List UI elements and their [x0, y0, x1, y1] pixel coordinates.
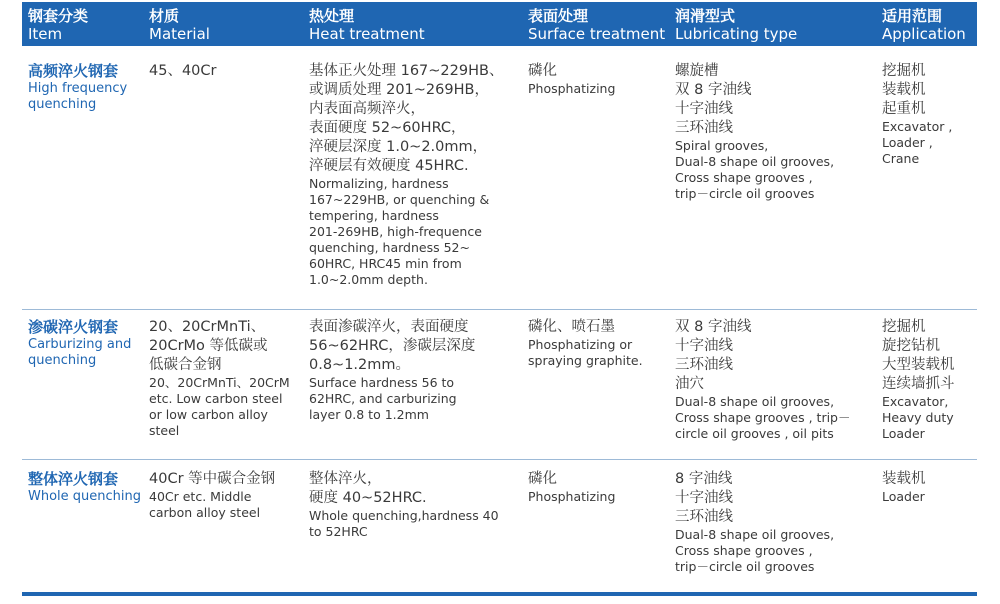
- lub-zh-line: 三环油线: [675, 120, 733, 136]
- header-surface-zh: 表面处理: [528, 7, 589, 25]
- application-cell: [882, 318, 977, 442]
- item-cell: [28, 62, 150, 113]
- lub-zh-line: 螺旋槽: [675, 63, 719, 79]
- row-divider: [22, 309, 977, 310]
- lub-zh-line: 双 8 字油线: [675, 82, 752, 98]
- heat-en-line: 60HRC, HRC45 min from: [309, 256, 462, 271]
- lub-zh-line: 双 8 字油线: [675, 319, 752, 335]
- header-item-zh: 钢套分类: [28, 7, 89, 25]
- lub-en-line: Spiral grooves,: [675, 138, 769, 153]
- application-cell: [882, 470, 977, 505]
- app-en-line: Crane: [882, 151, 920, 166]
- material-zh-line: 低碳合金钢: [149, 357, 222, 373]
- lub-zh-line: 三环油线: [675, 357, 733, 373]
- heat-zh-line: 内表面高频淬火，: [309, 101, 425, 117]
- item-en-line: High frequency: [28, 81, 128, 96]
- header-item: [28, 7, 88, 43]
- heat-zh-line: 0.8~1.2mm。: [309, 357, 411, 373]
- material-en-line: or low carbon alloy: [149, 407, 268, 422]
- surface-en-line: spraying graphite.: [528, 353, 643, 368]
- item-zh-text: 整体淬火钢套: [28, 470, 119, 488]
- heat-zh-line: 淬硬层深度 1.0~2.0mm，: [309, 139, 488, 155]
- lub-en-line: Dual-8 shape oil grooves,: [675, 394, 835, 409]
- header-material: [149, 7, 210, 43]
- material-en-line: steel: [149, 423, 180, 438]
- app-en-line: Loader ,: [882, 135, 933, 150]
- material-zh-line: 45、40Cr: [149, 63, 217, 79]
- material-cell: [149, 62, 309, 81]
- surface-treatment-cell: [528, 470, 673, 505]
- heat-zh-line: 基体正火处理 167~229HB、: [309, 63, 504, 79]
- lub-en-line: Dual-8 shape oil grooves,: [675, 527, 835, 542]
- surface-zh-line: 磷化: [528, 471, 557, 487]
- material-zh-line: 20、20CrMnTi、: [149, 319, 266, 335]
- material-cell: [149, 318, 309, 439]
- heat-treatment-cell: [309, 318, 524, 423]
- material-en-line: 20、20CrMnTi、20CrM: [149, 375, 290, 390]
- heat-zh-line: 表面硬度 52~60HRC，: [309, 120, 466, 136]
- lub-zh-line: 十字油线: [675, 101, 733, 117]
- lub-en-line: Cross shape grooves ,: [675, 170, 813, 185]
- material-cell: [149, 470, 309, 521]
- header-application-zh: 适用范围: [882, 7, 943, 25]
- material-zh-line: 40Cr 等中碳合金钢: [149, 471, 276, 487]
- heat-en-line: layer 0.8 to 1.2mm: [309, 407, 429, 422]
- heat-zh-line: 硬度 40~52HRC.: [309, 490, 427, 506]
- header-lubricating-en: Lubricating type: [675, 25, 798, 43]
- header-surface-en: Surface treatment: [528, 25, 666, 43]
- item-zh-text: 高频淬火钢套: [28, 62, 119, 80]
- app-zh-line: 装载机: [882, 82, 926, 98]
- surface-zh-line: 磷化: [528, 63, 557, 79]
- surface-en-line: Phosphatizing: [528, 81, 616, 96]
- item-en-line: Carburizing and: [28, 337, 132, 352]
- app-en-line: Heavy duty: [882, 410, 954, 425]
- app-zh-line: 装载机: [882, 471, 926, 487]
- heat-en-line: Whole quenching,hardness 40: [309, 508, 499, 523]
- heat-en-line: to 52HRC: [309, 524, 368, 539]
- surface-treatment-cell: [528, 62, 673, 97]
- heat-en-line: 201-269HB, high-frequence: [309, 224, 482, 239]
- app-zh-line: 大型装载机: [882, 357, 955, 373]
- lub-zh-line: 十字油线: [675, 490, 733, 506]
- material-en-line: carbon alloy steel: [149, 505, 261, 520]
- lub-zh-line: 油穴: [675, 376, 704, 392]
- app-zh-line: 连续墙抓斗: [882, 376, 955, 392]
- header-surface: [528, 7, 665, 43]
- heat-zh-line: 56~62HRC，渗碳层深度: [309, 338, 476, 354]
- lubricating-type-cell: [675, 62, 875, 202]
- heat-en-line: quenching, hardness 52~: [309, 240, 470, 255]
- item-en-line: Whole quenching: [28, 489, 142, 504]
- app-en-line: Loader: [882, 489, 925, 504]
- item-cell: [28, 470, 150, 505]
- app-zh-line: 旋挖钻机: [882, 338, 940, 354]
- lub-zh-line: 十字油线: [675, 338, 733, 354]
- item-en-line: quenching: [28, 353, 97, 368]
- lub-en-line: Cross shape grooves ,: [675, 543, 813, 558]
- material-zh-line: 20CrMo 等低碳或: [149, 338, 268, 354]
- heat-en-line: Normalizing, hardness: [309, 176, 449, 191]
- lubricating-type-cell: [675, 318, 875, 442]
- header-lubricating: [675, 7, 797, 43]
- surface-en-line: Phosphatizing: [528, 489, 616, 504]
- lub-en-line: Dual-8 shape oil grooves,: [675, 154, 835, 169]
- app-en-line: Loader: [882, 426, 925, 441]
- lub-en-line: trip－circle oil grooves: [675, 559, 815, 574]
- lub-en-line: trip－circle oil grooves: [675, 186, 815, 201]
- heat-zh-line: 淬硬层有效硬度 45HRC.: [309, 158, 469, 174]
- item-cell: [28, 318, 150, 369]
- row-divider: [22, 459, 977, 460]
- header-item-en: Item: [28, 25, 63, 43]
- material-en-line: 40Cr etc. Middle: [149, 489, 252, 504]
- table-bottom-bar: [22, 592, 977, 596]
- header-heat: [309, 7, 425, 43]
- heat-zh-line: 整体淬火，: [309, 471, 382, 487]
- heat-en-line: 62HRC, and carburizing: [309, 391, 457, 406]
- heat-en-line: 1.0~2.0mm depth.: [309, 272, 428, 287]
- header-application-en: Application: [882, 25, 966, 43]
- heat-en-line: tempering, hardness: [309, 208, 439, 223]
- app-en-line: Excavator,: [882, 394, 949, 409]
- lubricating-type-cell: [675, 470, 875, 575]
- heat-en-line: Surface hardness 56 to: [309, 375, 455, 390]
- header-lubricating-zh: 润滑型式: [675, 7, 736, 25]
- material-en-line: etc. Low carbon steel: [149, 391, 283, 406]
- item-zh-text: 渗碳淬火钢套: [28, 318, 119, 336]
- header-heat-zh: 热处理: [309, 7, 355, 25]
- app-zh-line: 起重机: [882, 101, 926, 117]
- header-material-zh: 材质: [149, 7, 180, 25]
- heat-treatment-cell: [309, 470, 524, 540]
- heat-treatment-cell: [309, 62, 524, 288]
- lub-en-line: Cross shape grooves , trip－: [675, 410, 851, 425]
- table-header: [22, 2, 977, 46]
- header-material-en: Material: [149, 25, 210, 43]
- app-en-line: Excavator ,: [882, 119, 953, 134]
- surface-en-line: Phosphatizing or: [528, 337, 633, 352]
- lub-zh-line: 8 字油线: [675, 471, 733, 487]
- surface-zh-line: 磷化、喷石墨: [528, 319, 615, 335]
- app-zh-line: 挖掘机: [882, 63, 926, 79]
- heat-zh-line: 或调质处理 201~269HB，: [309, 82, 489, 98]
- heat-en-line: 167~229HB, or quenching &: [309, 192, 490, 207]
- heat-zh-line: 表面渗碳淬火，表面硬度: [309, 319, 469, 335]
- surface-treatment-cell: [528, 318, 673, 369]
- header-application: [882, 7, 966, 43]
- lub-zh-line: 三环油线: [675, 509, 733, 525]
- lub-en-line: circle oil grooves , oil pits: [675, 426, 834, 441]
- header-heat-en: Heat treatment: [309, 25, 425, 43]
- app-zh-line: 挖掘机: [882, 319, 926, 335]
- item-en-line: quenching: [28, 97, 97, 112]
- application-cell: [882, 62, 977, 167]
